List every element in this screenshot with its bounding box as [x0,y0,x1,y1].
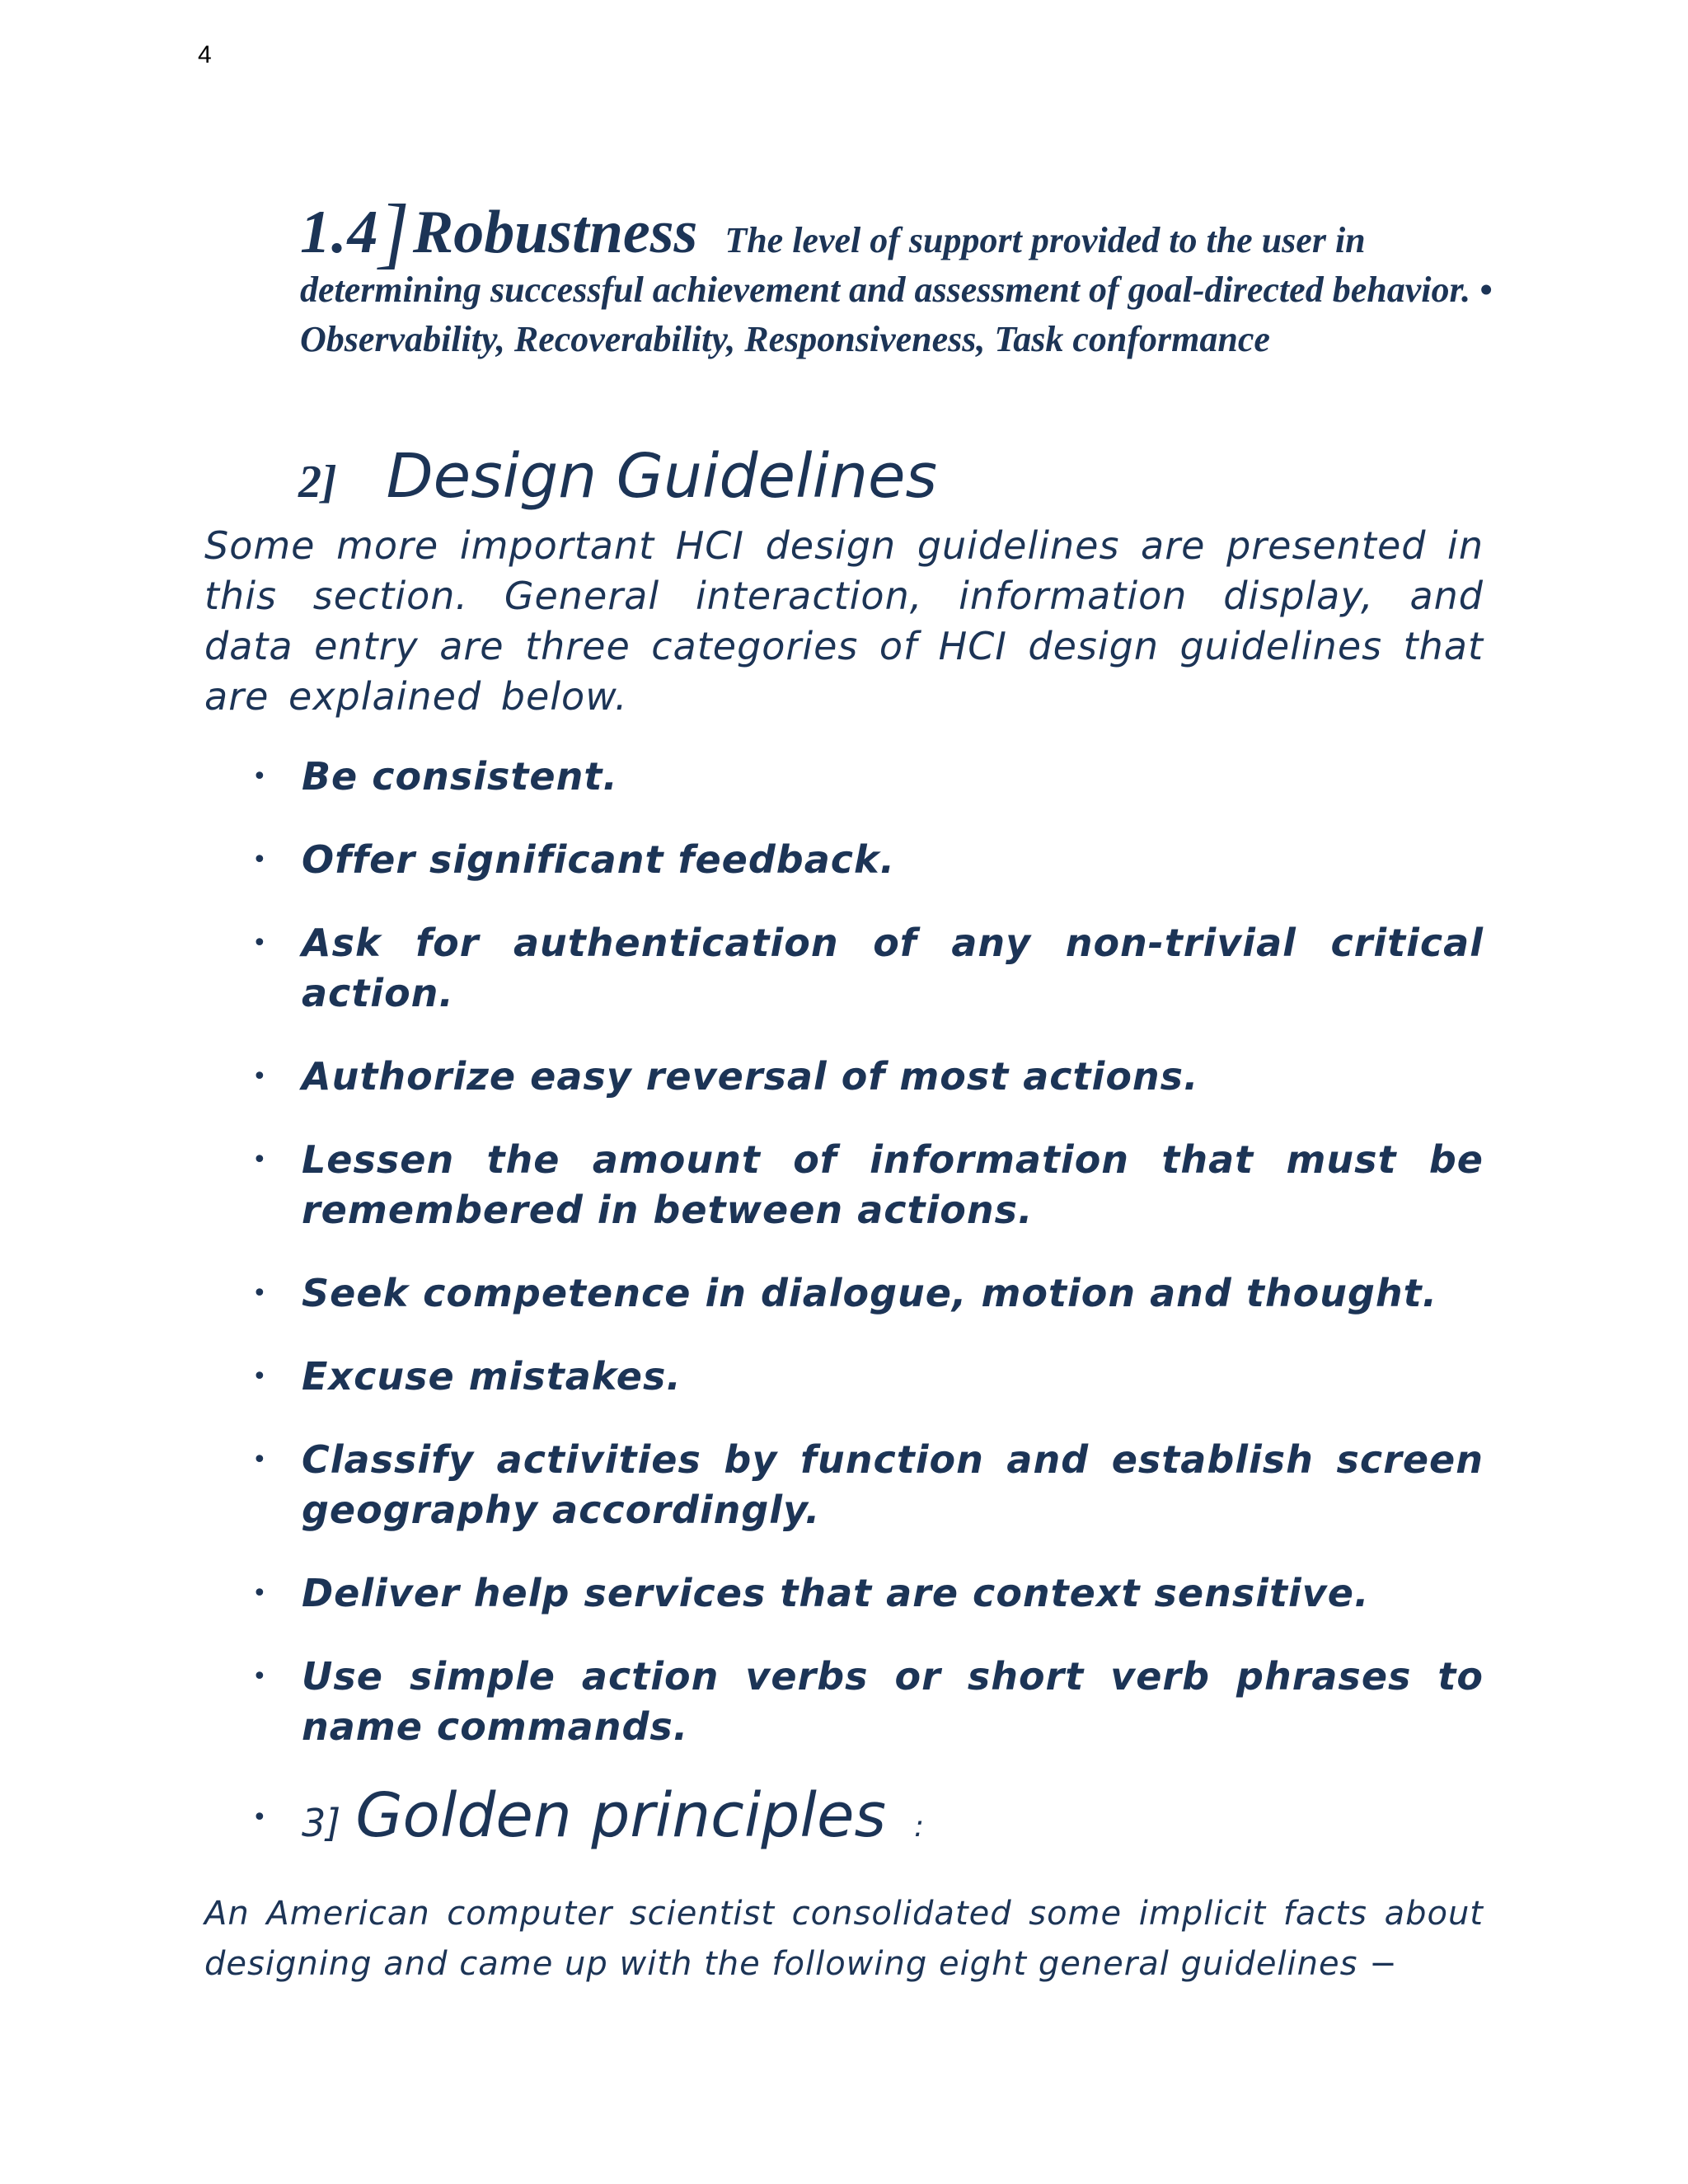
bullet-icon: • [252,1579,268,1608]
list-item [204,1352,1484,1402]
heading-number: 3] [302,1801,341,1845]
page-number: 4 [198,41,212,68]
robustness-section [300,188,1495,364]
list-item-text: Classify activities by function and establish screen geography accordingly. [302,1437,1484,1532]
list-item [204,1568,1484,1619]
section-title: Robustness [412,199,698,266]
bullet-icon: • [252,1062,268,1091]
design-guidelines-heading [298,439,937,519]
list-item [204,1135,1484,1235]
list-item [204,1435,1484,1535]
list-item [204,918,1484,1019]
list-item-text: Lessen the amount of information that must be remembered in between actions. [302,1137,1484,1232]
bullet-icon: • [252,846,268,874]
golden-principles-heading [204,1780,1484,1851]
list-item-text: Use simple action verbs or short verb phrases to name commands. [302,1654,1484,1749]
list-item-text: Authorize easy reversal of most actions. [302,1054,1199,1099]
bullet-icon: • [252,1662,268,1691]
heading-title: Golden principles [355,1780,887,1851]
heading-number: 2] [298,457,337,508]
list-item-text: Seek competence in dialogue, motion and thought. [302,1271,1438,1315]
robustness-definition: The level of support provided to the user in determining successful achievement and assessment of goal-directed behavior. • Observability, Recoverability, Responsiveness, Task conformance [300,220,1493,359]
design-guidelines-intro: Some more important HCI design guidelines are presented in this section. General interaction, information display, and data entry are three categories of HCI design guidelines that are explained below. [204,523,1484,719]
bullet-icon: • [252,1279,268,1308]
heading-colon: : [914,1810,925,1844]
list-item [204,1652,1484,1752]
bullet-icon: • [252,1446,268,1474]
heading-title: Design Guidelines [386,441,938,512]
list-item-text: Ask for authentication of any non-trivial critical action. [302,921,1484,1015]
bullet-icon: • [252,1803,267,1832]
list-item [204,835,1484,885]
list-item-text: Deliver help services that are context sensitive. [302,1571,1370,1615]
list-item [204,752,1484,802]
bullet-icon: • [252,929,268,958]
list-item-text: Excuse mistakes. [302,1354,682,1399]
bullet-icon: • [252,1362,268,1391]
golden-principles-intro: An American computer scientist consolidated some implicit facts about designing and came up with the following eight general guidelines − [204,1895,1484,1983]
guidelines-list [204,752,1484,1785]
list-item [204,1052,1484,1102]
section-bracket: ] [378,188,410,276]
section-number: 1.4 [300,199,379,266]
list-item [204,1268,1484,1319]
list-item-text: Offer significant feedback. [302,837,896,882]
bullet-icon: • [252,1146,268,1174]
bullet-icon: • [252,762,268,791]
list-item-text: Be consistent. [302,754,618,799]
